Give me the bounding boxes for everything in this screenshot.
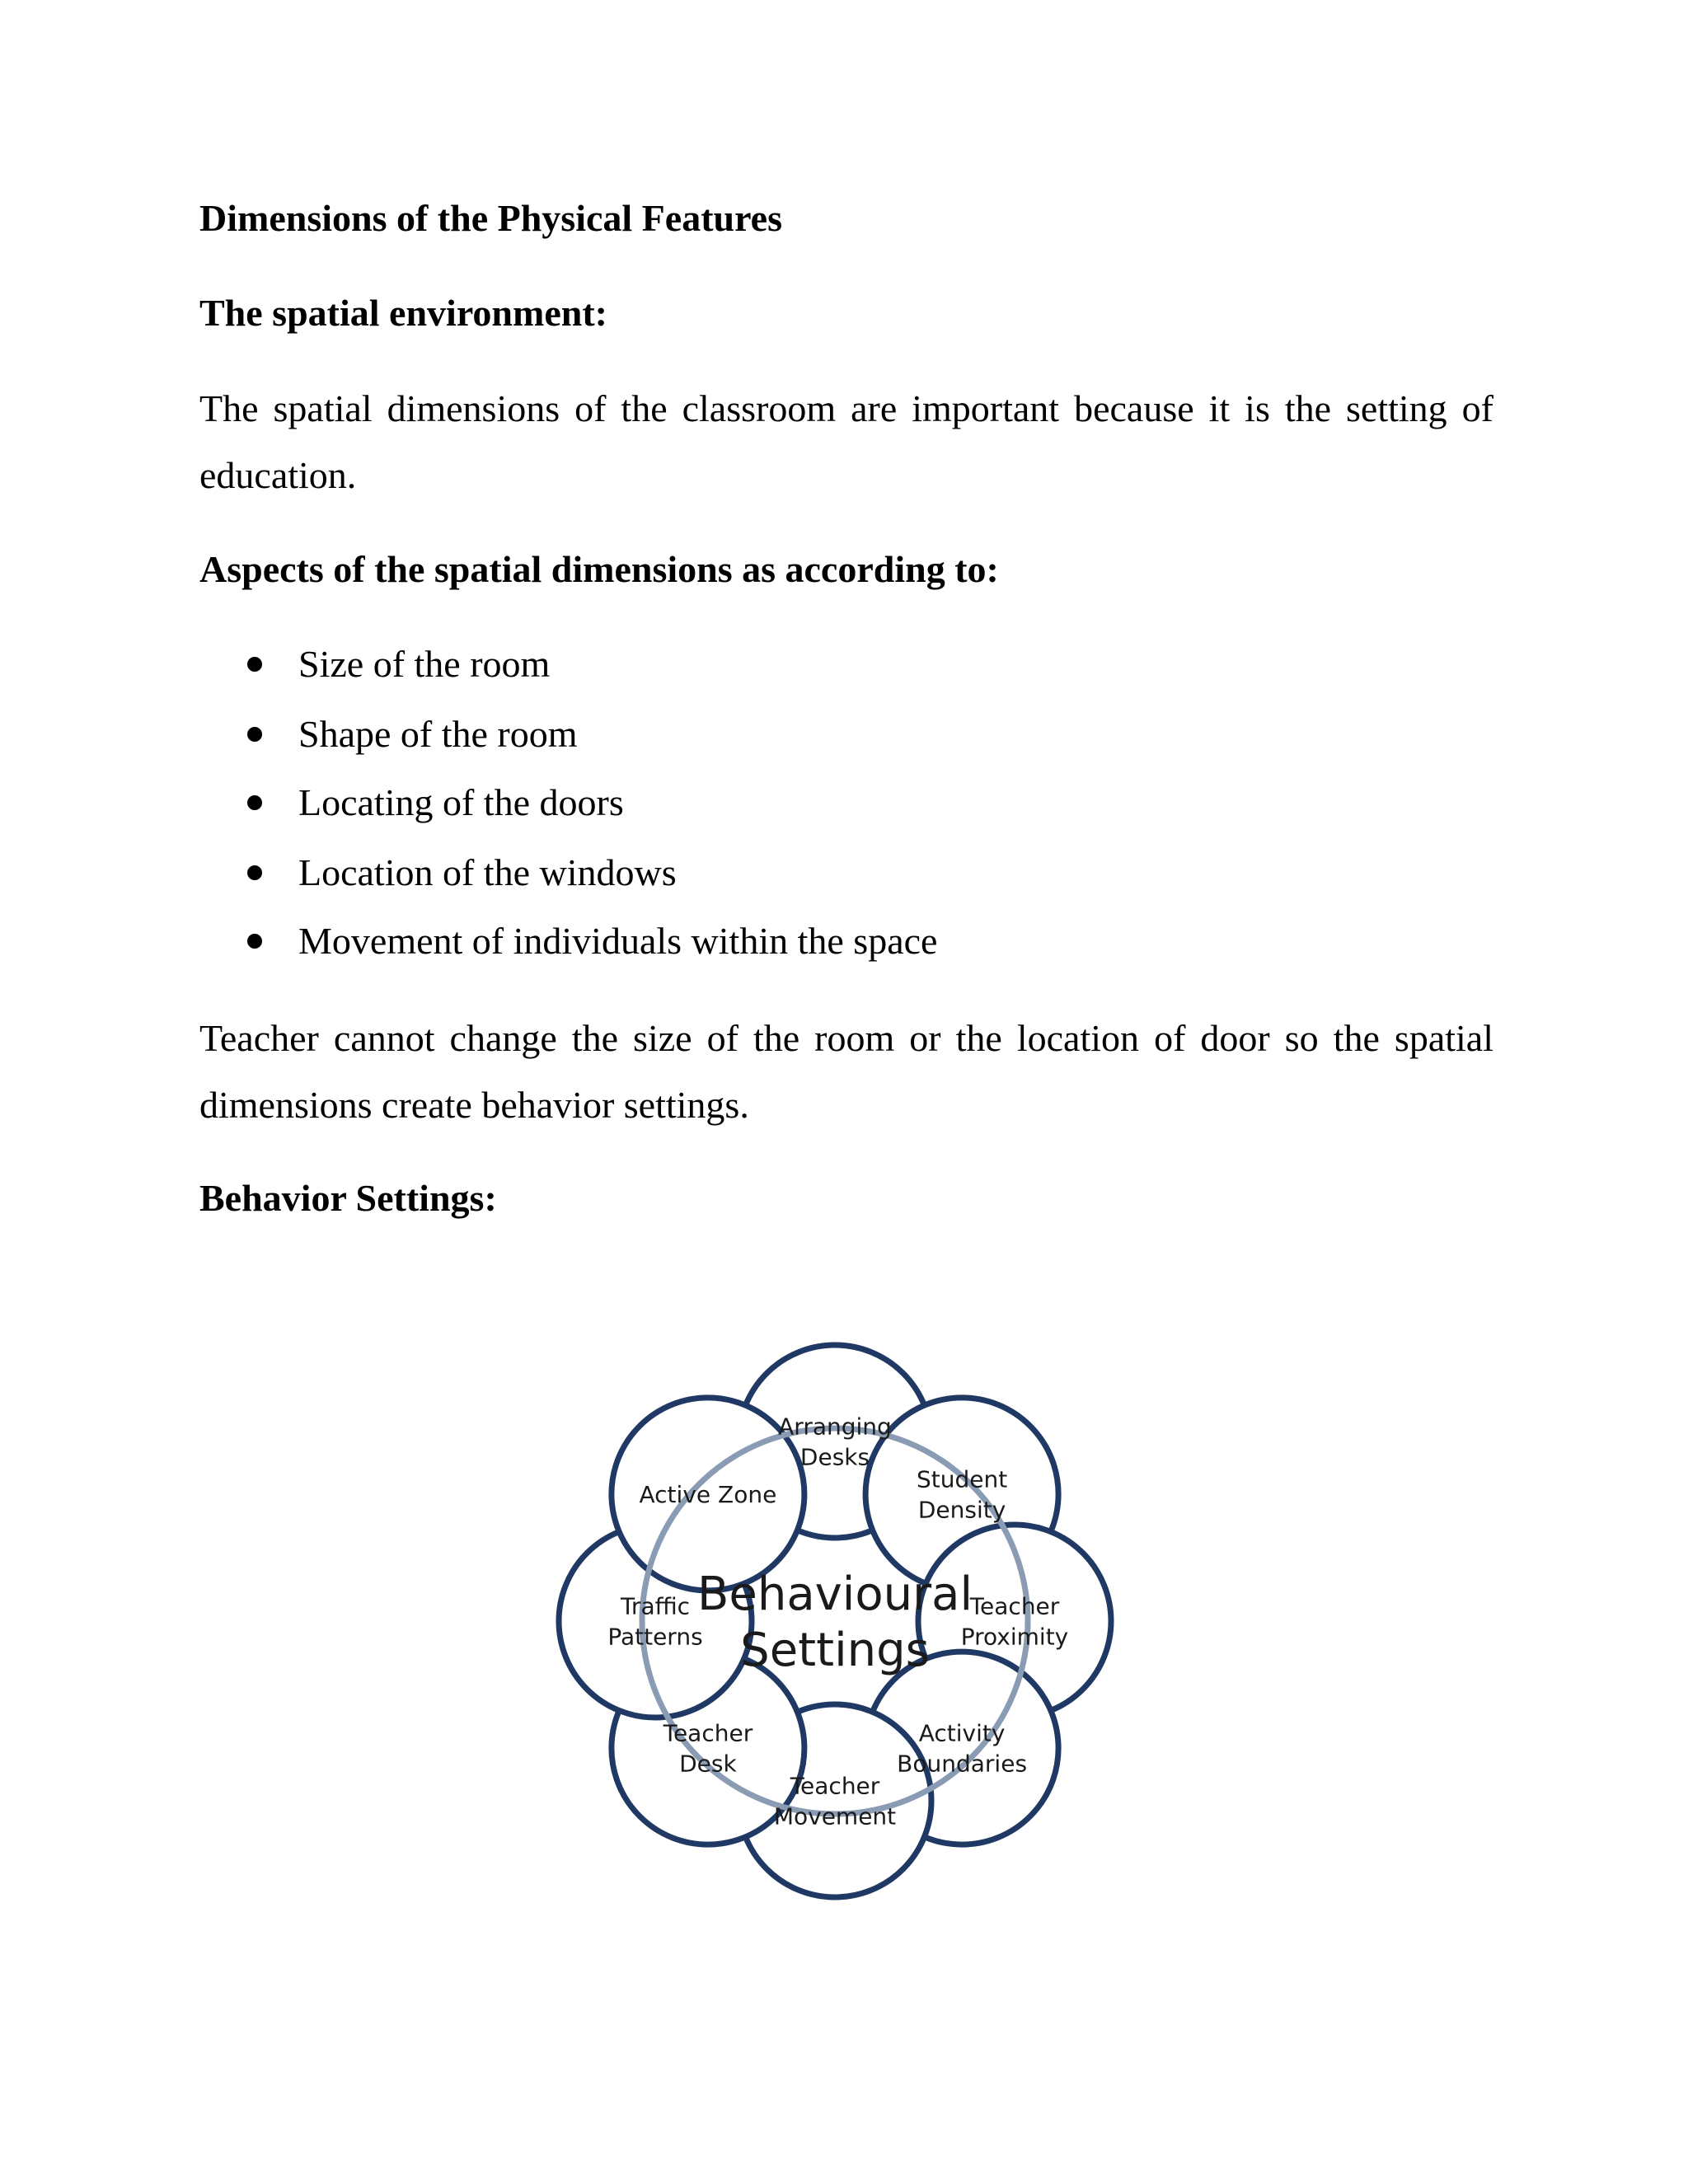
node-label-line: Desk [679, 1750, 737, 1778]
node-label-line: Desks [799, 1443, 870, 1471]
spatial-environment-heading: The spatial environment: [199, 292, 607, 334]
node-label-line: Patterns [607, 1623, 703, 1651]
main-heading: Dimensions of the Physical Features [199, 197, 783, 239]
list-item-text: Movement of individuals within the space [298, 920, 938, 962]
node-label-line: Student [916, 1465, 1008, 1493]
behavior-settings-heading: Behavior Settings: [199, 1177, 497, 1219]
node-label-line: Teacher [969, 1592, 1060, 1620]
node-label-line: Teacher [790, 1772, 880, 1800]
aspects-heading: Aspects of the spatial dimensions as according to: [199, 548, 999, 590]
node-label-line: Density [917, 1496, 1006, 1524]
node-label-line: Proximity [960, 1623, 1069, 1651]
node-label-line: Traffic [620, 1592, 691, 1620]
node-label-line: Teacher [663, 1719, 753, 1747]
node-label-line: Arranging [778, 1413, 892, 1441]
list-item-text: Locating of the doors [298, 781, 624, 823]
list-item-text: Size of the room [298, 643, 551, 685]
node-label-line: Boundaries [897, 1750, 1028, 1778]
center-label-line: Behavioural [696, 1568, 973, 1621]
teacher-paragraph: Teacher cannot change the size of the room or the location of door so the spatial dimensions create behavior settings. [199, 1017, 1493, 1126]
node-label-line: Active Zone [639, 1480, 777, 1508]
node-label-line: Movement [773, 1802, 897, 1830]
list-item-text: Location of the windows [298, 851, 677, 893]
node-label [640, 1481, 777, 1508]
spatial-paragraph: The spatial dimensions of the classroom are important because it is the setting of education. [199, 387, 1493, 496]
node-label-line: Activity [918, 1719, 1006, 1747]
center-label-line: Settings [740, 1624, 930, 1677]
list-item-text: Shape of the room [298, 713, 578, 755]
